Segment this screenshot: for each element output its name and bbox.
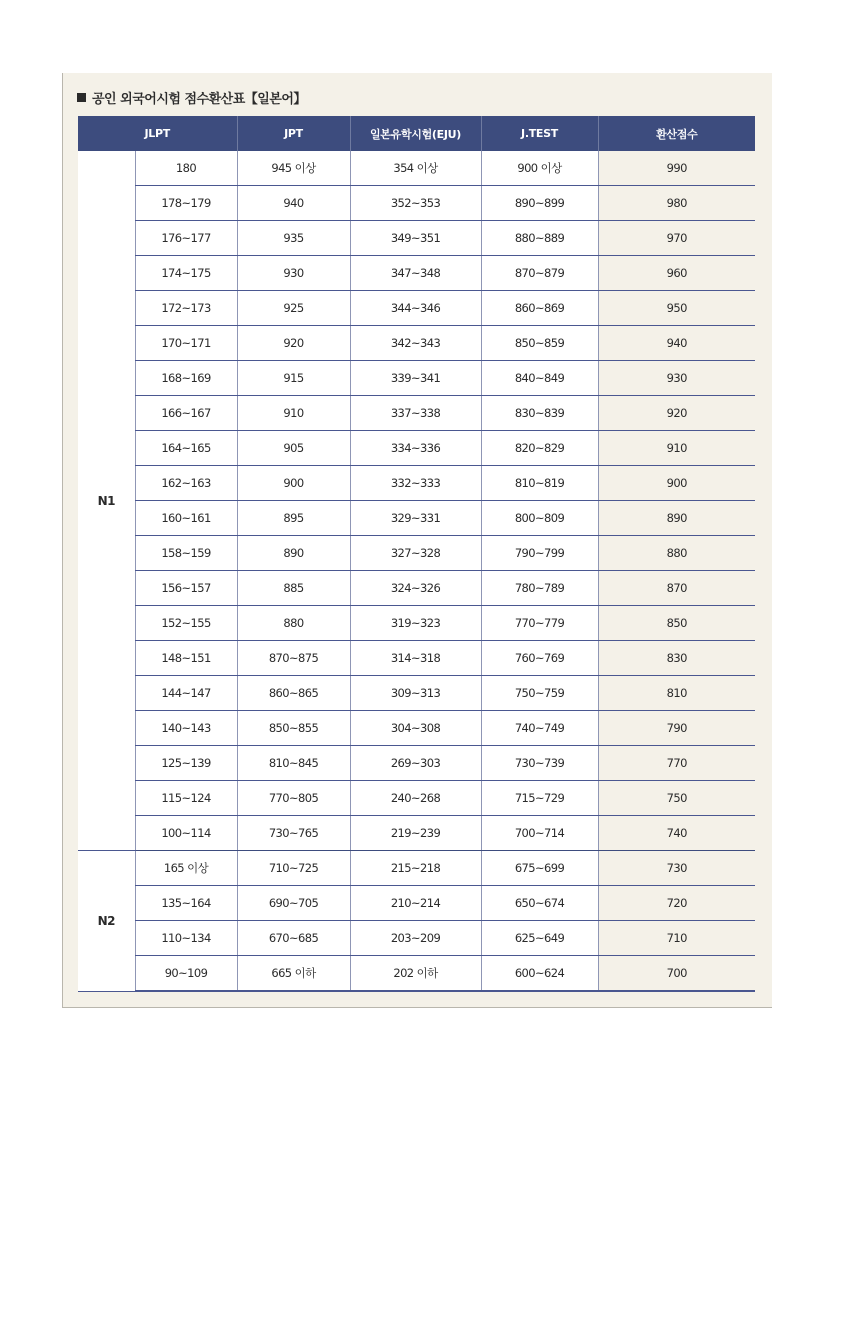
converted-score-cell: 740 (598, 816, 755, 851)
converted-score-cell: 940 (598, 326, 755, 361)
jtest-cell: 760~769 (481, 641, 598, 676)
jlpt-cell: 135~164 (135, 886, 237, 921)
eju-cell: 342~343 (350, 326, 481, 361)
converted-score-cell: 960 (598, 256, 755, 291)
jlpt-cell: 172~173 (135, 291, 237, 326)
jlpt-cell: 166~167 (135, 396, 237, 431)
converted-score-cell: 900 (598, 466, 755, 501)
converted-score-cell: 850 (598, 606, 755, 641)
jlpt-cell: 156~157 (135, 571, 237, 606)
jtest-cell: 730~739 (481, 746, 598, 781)
jtest-cell: 810~819 (481, 466, 598, 501)
jlpt-cell: 178~179 (135, 186, 237, 221)
level-group-label: N2 (78, 851, 135, 992)
eju-cell: 269~303 (350, 746, 481, 781)
converted-score-cell: 980 (598, 186, 755, 221)
jlpt-cell: 180 (135, 151, 237, 186)
jtest-cell: 780~789 (481, 571, 598, 606)
table-row (78, 256, 755, 291)
eju-cell: 219~239 (350, 816, 481, 851)
eju-cell: 334~336 (350, 431, 481, 466)
eju-cell: 240~268 (350, 781, 481, 816)
table-body (78, 151, 755, 991)
table-row (78, 186, 755, 221)
converted-score-cell: 880 (598, 536, 755, 571)
converted-score-cell: 770 (598, 746, 755, 781)
eju-cell: 349~351 (350, 221, 481, 256)
table-row (78, 886, 755, 921)
eju-cell: 210~214 (350, 886, 481, 921)
table-row (78, 361, 755, 396)
table-row (78, 641, 755, 676)
jlpt-cell: 148~151 (135, 641, 237, 676)
jpt-cell: 910 (237, 396, 350, 431)
jlpt-cell: 140~143 (135, 711, 237, 746)
jpt-cell: 870~875 (237, 641, 350, 676)
jpt-cell: 925 (237, 291, 350, 326)
header-converted-score: 환산점수 (598, 116, 755, 151)
jtest-cell: 830~839 (481, 396, 598, 431)
converted-score-cell: 970 (598, 221, 755, 256)
converted-score-cell: 950 (598, 291, 755, 326)
jtest-cell: 625~649 (481, 921, 598, 956)
converted-score-cell: 750 (598, 781, 755, 816)
table-row (78, 396, 755, 431)
jpt-cell: 940 (237, 186, 350, 221)
header-jpt: JPT (237, 116, 350, 151)
jtest-cell: 840~849 (481, 361, 598, 396)
table-row (78, 851, 755, 886)
converted-score-cell: 790 (598, 711, 755, 746)
jlpt-cell: 115~124 (135, 781, 237, 816)
eju-cell: 339~341 (350, 361, 481, 396)
jtest-cell: 740~749 (481, 711, 598, 746)
jpt-cell: 930 (237, 256, 350, 291)
jlpt-cell: 168~169 (135, 361, 237, 396)
table-row (78, 921, 755, 956)
eju-cell: 354 이상 (350, 151, 481, 186)
jpt-cell: 770~805 (237, 781, 350, 816)
eju-cell: 215~218 (350, 851, 481, 886)
header-eju: 일본유학시험(EJU) (350, 116, 481, 151)
table-row (78, 676, 755, 711)
jtest-cell: 860~869 (481, 291, 598, 326)
jtest-cell: 790~799 (481, 536, 598, 571)
jlpt-cell: 144~147 (135, 676, 237, 711)
jpt-cell: 810~845 (237, 746, 350, 781)
eju-cell: 304~308 (350, 711, 481, 746)
table-row (78, 326, 755, 361)
jpt-cell: 945 이상 (237, 151, 350, 186)
eju-cell: 332~333 (350, 466, 481, 501)
jpt-cell: 890 (237, 536, 350, 571)
jpt-cell: 880 (237, 606, 350, 641)
table-row (78, 466, 755, 501)
jlpt-cell: 125~139 (135, 746, 237, 781)
header-jlpt: JLPT (78, 116, 237, 151)
table-row (78, 956, 755, 992)
converted-score-cell: 810 (598, 676, 755, 711)
jlpt-cell: 110~134 (135, 921, 237, 956)
jpt-cell: 690~705 (237, 886, 350, 921)
converted-score-cell: 730 (598, 851, 755, 886)
jpt-cell: 860~865 (237, 676, 350, 711)
table-row (78, 571, 755, 606)
jpt-cell: 905 (237, 431, 350, 466)
jlpt-cell: 165 이상 (135, 851, 237, 886)
converted-score-cell: 720 (598, 886, 755, 921)
table-row (78, 781, 755, 816)
jlpt-cell: 100~114 (135, 816, 237, 851)
jpt-cell: 920 (237, 326, 350, 361)
converted-score-cell: 990 (598, 151, 755, 186)
converted-score-cell: 710 (598, 921, 755, 956)
jlpt-cell: 164~165 (135, 431, 237, 466)
table-row (78, 746, 755, 781)
eju-cell: 352~353 (350, 186, 481, 221)
eju-cell: 337~338 (350, 396, 481, 431)
header-jtest: J.TEST (481, 116, 598, 151)
jtest-cell: 890~899 (481, 186, 598, 221)
table-row (78, 606, 755, 641)
eju-cell: 344~346 (350, 291, 481, 326)
table-title (77, 90, 306, 110)
jpt-cell: 730~765 (237, 816, 350, 851)
header-row (78, 116, 755, 151)
converted-score-cell: 920 (598, 396, 755, 431)
eju-cell: 347~348 (350, 256, 481, 291)
jpt-cell: 895 (237, 501, 350, 536)
jlpt-cell: 176~177 (135, 221, 237, 256)
eju-cell: 324~326 (350, 571, 481, 606)
table-row (78, 536, 755, 571)
table-row (78, 431, 755, 466)
table-row (78, 221, 755, 256)
jlpt-cell: 162~163 (135, 466, 237, 501)
jlpt-cell: 152~155 (135, 606, 237, 641)
table-title-text: 공인 외국어시험 점수환산표【일본어】 (92, 92, 306, 107)
jpt-cell: 850~855 (237, 711, 350, 746)
jtest-cell: 880~889 (481, 221, 598, 256)
jtest-cell: 870~879 (481, 256, 598, 291)
jpt-cell: 665 이하 (237, 956, 350, 992)
table-row (78, 501, 755, 536)
table-row (78, 816, 755, 851)
eju-cell: 309~313 (350, 676, 481, 711)
eju-cell: 314~318 (350, 641, 481, 676)
bullet-square-icon (77, 93, 86, 102)
jtest-cell: 850~859 (481, 326, 598, 361)
converted-score-cell: 830 (598, 641, 755, 676)
converted-score-cell: 910 (598, 431, 755, 466)
jpt-cell: 710~725 (237, 851, 350, 886)
table-row (78, 291, 755, 326)
level-group-label: N1 (78, 151, 135, 851)
eju-cell: 319~323 (350, 606, 481, 641)
table-row (78, 151, 755, 186)
eju-cell: 203~209 (350, 921, 481, 956)
jtest-cell: 600~624 (481, 956, 598, 992)
jpt-cell: 885 (237, 571, 350, 606)
jpt-cell: 900 (237, 466, 350, 501)
jtest-cell: 820~829 (481, 431, 598, 466)
jtest-cell: 715~729 (481, 781, 598, 816)
jtest-cell: 800~809 (481, 501, 598, 536)
jtest-cell: 770~779 (481, 606, 598, 641)
jpt-cell: 915 (237, 361, 350, 396)
jlpt-cell: 170~171 (135, 326, 237, 361)
converted-score-cell: 870 (598, 571, 755, 606)
jtest-cell: 900 이상 (481, 151, 598, 186)
jtest-cell: 750~759 (481, 676, 598, 711)
table-row (78, 711, 755, 746)
score-conversion-panel (62, 73, 772, 1008)
jpt-cell: 935 (237, 221, 350, 256)
jlpt-cell: 174~175 (135, 256, 237, 291)
eju-cell: 327~328 (350, 536, 481, 571)
jtest-cell: 700~714 (481, 816, 598, 851)
jlpt-cell: 90~109 (135, 956, 237, 992)
jpt-cell: 670~685 (237, 921, 350, 956)
eju-cell: 202 이하 (350, 956, 481, 992)
score-conversion-table (78, 116, 755, 992)
jlpt-cell: 158~159 (135, 536, 237, 571)
jlpt-cell: 160~161 (135, 501, 237, 536)
eju-cell: 329~331 (350, 501, 481, 536)
converted-score-cell: 890 (598, 501, 755, 536)
converted-score-cell: 700 (598, 956, 755, 992)
jtest-cell: 650~674 (481, 886, 598, 921)
jtest-cell: 675~699 (481, 851, 598, 886)
converted-score-cell: 930 (598, 361, 755, 396)
